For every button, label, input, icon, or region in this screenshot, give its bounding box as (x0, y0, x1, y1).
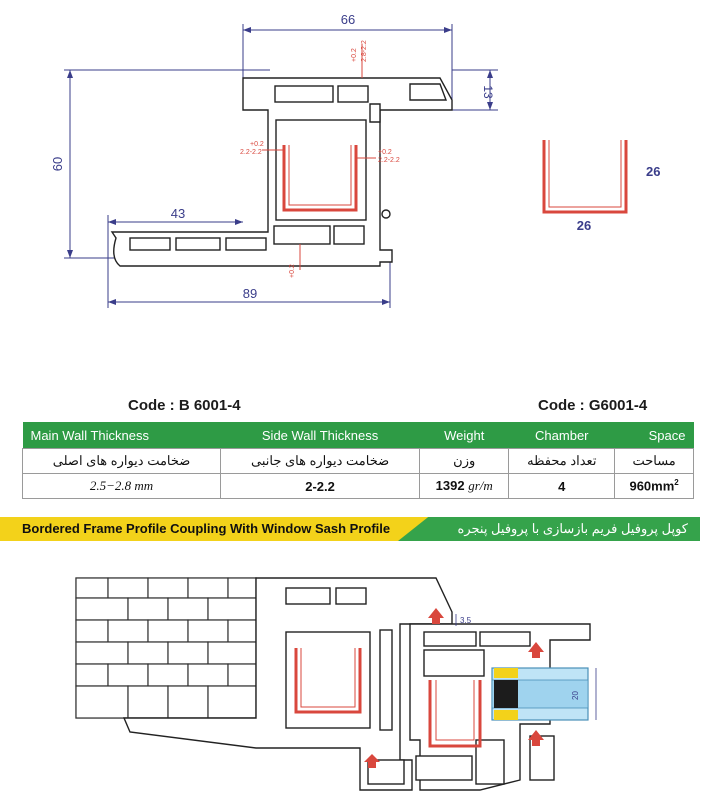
fa-weight: وزن (420, 449, 509, 474)
space-sup: 2 (674, 478, 679, 488)
tol-left: +0.2 (250, 141, 264, 148)
fa-space: مساحت (615, 449, 694, 474)
fa-main-wall: ضخامت دیواره های اصلی (23, 449, 221, 474)
fa-chamber: تعداد محفظه (509, 449, 615, 474)
dim-13: 13 (481, 85, 495, 99)
dim-20: 20 (571, 691, 580, 700)
header-space: Space (615, 422, 694, 449)
tol-right: +0.2 (378, 149, 392, 156)
space-value: 960mm (629, 478, 675, 494)
dim-43: 43 (170, 206, 186, 221)
tol-right-range: 2.2-2.2 (378, 157, 400, 164)
banner-title-en: Bordered Frame Profile Coupling With Window Sash Profile (22, 521, 391, 536)
code-right: Code : G6001-4 (538, 397, 648, 414)
dim-3-5: 3.5 (460, 616, 472, 625)
tol-top: +0.2 (351, 48, 358, 62)
dim-66: 66 (340, 12, 356, 27)
header-main-wall: Main Wall Thickness (23, 422, 221, 449)
weight-value: 1392 (435, 478, 465, 493)
u-height-label: 26 (646, 164, 661, 179)
tol-bottom: +0.2 (289, 264, 296, 278)
header-chamber: Chamber (509, 422, 615, 449)
tol-top-range: 2.8-2.2 (361, 40, 368, 62)
header-weight: Weight (420, 422, 509, 449)
u-width-label: 26 (576, 218, 592, 233)
chamber-value: 4 (509, 474, 615, 499)
header-side-wall: Side Wall Thickness (221, 422, 420, 449)
banner-title-fa: کوپل پروفیل فریم بازسازی با پروفیل پنجره (457, 521, 688, 536)
tol-left-range: 2.2-2.2 (240, 149, 262, 156)
side-wall-value: 2-2.2 (221, 474, 420, 499)
dim-60: 60 (50, 156, 65, 172)
weight-unit: gr/m (468, 478, 493, 493)
fa-side-wall: ضخامت دیواره های جانبی (221, 449, 420, 474)
code-left: Code : B 6001-4 (128, 397, 241, 414)
main-wall-value: 2.5−2.8 mm (23, 474, 221, 499)
dim-89: 89 (242, 286, 258, 301)
